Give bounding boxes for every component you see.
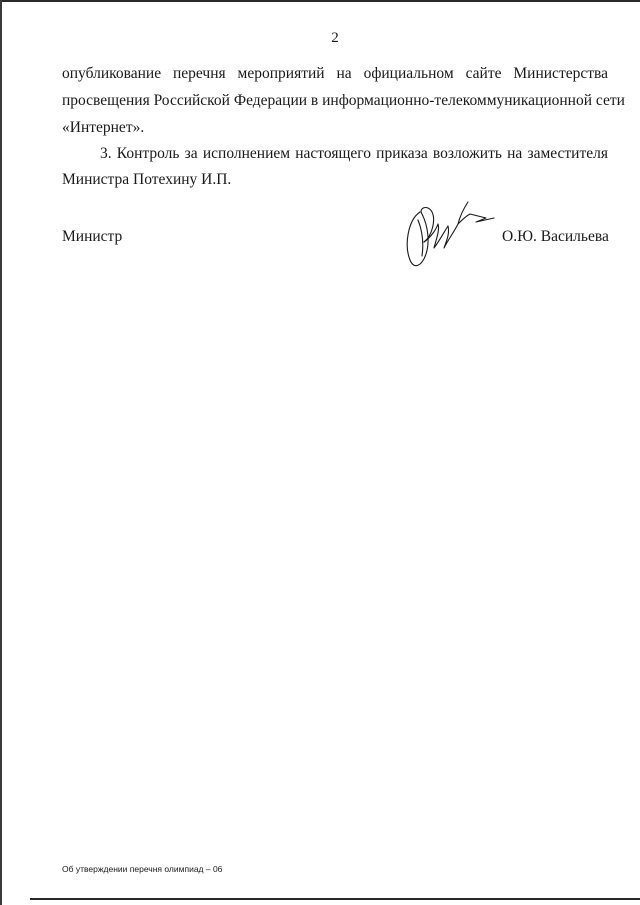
signatory-name: О.Ю. Васильева [502,228,609,245]
paragraph-line: просвещения Российской Федерации в информационно-телекоммуникационной сети [62,92,625,109]
footer-document-ref: Об утверждении перечня олимпиад – 06 [62,864,223,874]
page-number: 2 [331,30,339,46]
scan-edge-bottom [30,898,640,900]
paragraph-line: «Интернет». [62,119,145,136]
paragraph-line: Министра Потехину И.П. [62,171,232,188]
scan-edge-top [0,0,640,2]
scan-edge-left [0,0,2,905]
paragraph-line: 3. Контроль за исполнением настоящего приказа возложить на заместителя [100,145,608,162]
paragraph-line: опубликование перечня мероприятий на официальном сайте Министерства [62,65,608,82]
handwritten-signature [398,190,498,272]
signatory-title: Министр [62,228,123,245]
